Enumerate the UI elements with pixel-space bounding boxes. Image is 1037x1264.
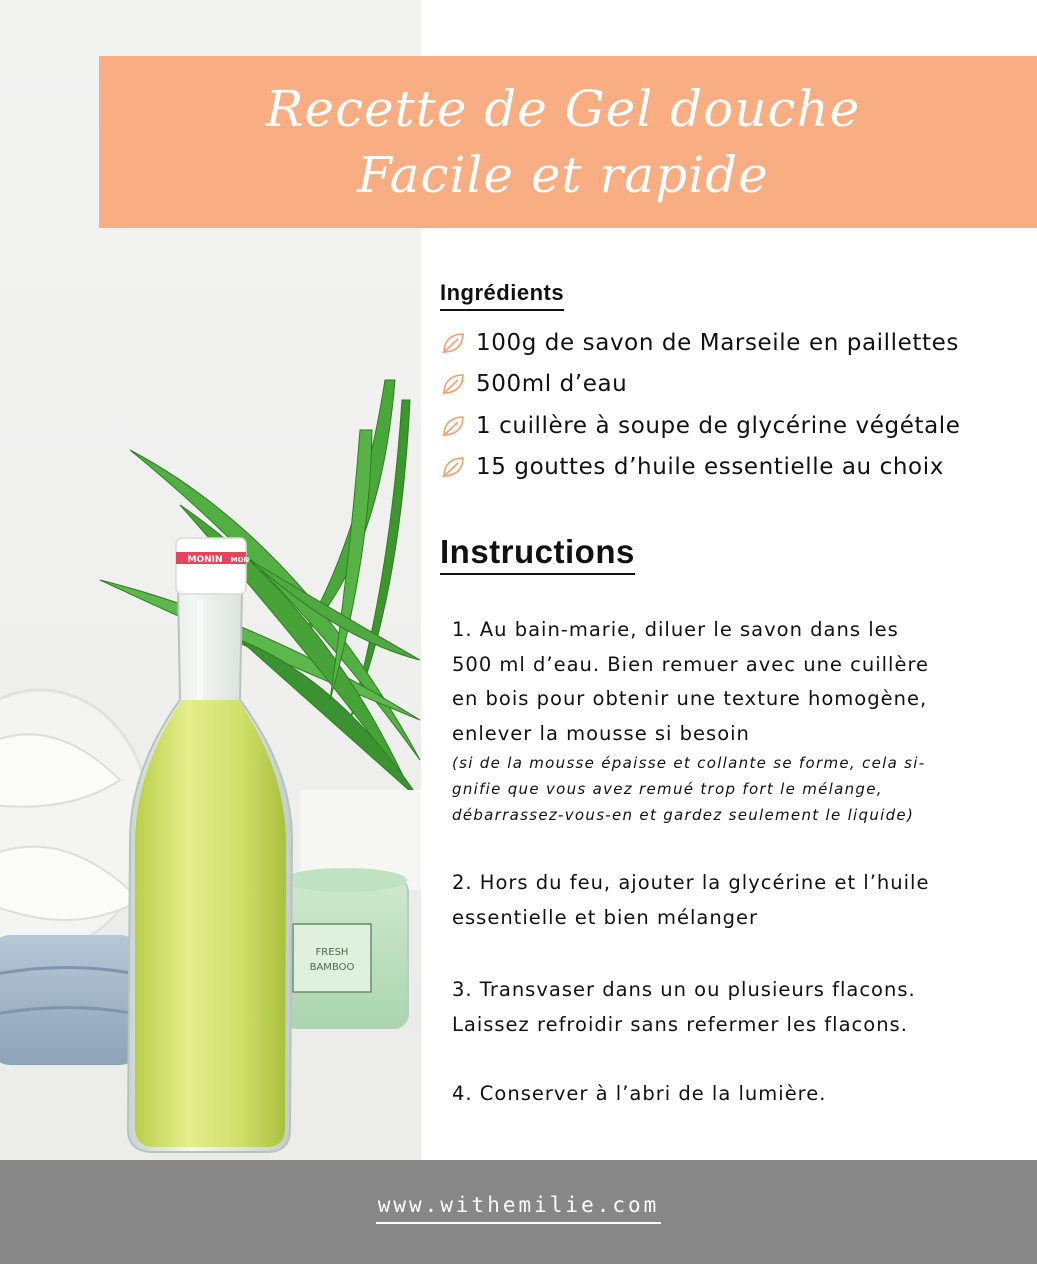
ingredient-text: 1 cuillère à soupe de glycérine végétale bbox=[476, 412, 961, 439]
step-line: essentielle et bien mélanger bbox=[452, 905, 759, 929]
step-line: Laissez refroidir sans refermer les flacons. bbox=[452, 1012, 908, 1036]
ingredient-item bbox=[440, 364, 961, 406]
leaf-icon bbox=[440, 413, 466, 439]
title-line-2: Facile et rapide bbox=[357, 146, 769, 204]
instructions-heading: Instructions bbox=[440, 533, 635, 575]
step-line: enlever la mousse si besoin bbox=[452, 721, 750, 745]
step-line: 3. Transvaser dans un ou plusieurs flacons. bbox=[452, 978, 916, 1001]
instruction-step-3 bbox=[452, 973, 1012, 1042]
ingredient-item bbox=[440, 322, 961, 364]
ingredient-item bbox=[440, 447, 961, 489]
note-line: gnifie que vous avez remué trop fort le mélange, bbox=[452, 780, 883, 798]
step-line: 500 ml d’eau. Bien remuer avec une cuillère bbox=[452, 652, 930, 676]
website-link[interactable]: www.withemilie.com bbox=[376, 1193, 662, 1224]
instruction-note bbox=[452, 750, 1012, 828]
ingredients-heading: Ingrédients bbox=[440, 280, 564, 311]
note-line: (si de la mousse épaisse et collante se forme, cela si- bbox=[452, 754, 926, 772]
towel-illustration bbox=[0, 935, 140, 1065]
cap-label: MONIN bbox=[187, 555, 223, 565]
ingredient-text: 500ml d’eau bbox=[476, 371, 628, 398]
mesh-sponge-illustration bbox=[0, 690, 150, 950]
leaf-icon bbox=[440, 371, 466, 397]
footer-bar bbox=[0, 1160, 1037, 1264]
cap-label-2: MON bbox=[230, 556, 250, 564]
instruction-step-4 bbox=[452, 1077, 1012, 1112]
leaf-icon bbox=[440, 454, 466, 480]
bottle-illustration bbox=[128, 538, 292, 1152]
candle-illustration bbox=[283, 868, 408, 1028]
ingredients-list bbox=[440, 322, 961, 488]
title-line-1: Recette de Gel douche bbox=[265, 80, 861, 138]
step-line: 2. Hors du feu, ajouter la glycérine et l’huile bbox=[452, 871, 930, 894]
ingredient-item bbox=[440, 405, 961, 447]
ingredient-text: 100g de savon de Marseile en paillettes bbox=[476, 329, 959, 356]
leaf-icon bbox=[440, 330, 466, 356]
candle-label-bamboo: BAMBOO bbox=[309, 962, 355, 973]
instruction-step-2 bbox=[452, 866, 1012, 935]
title-banner bbox=[99, 56, 1037, 228]
step-line: 4. Conserver à l’abri de la lumière. bbox=[452, 1082, 827, 1105]
instruction-step-1 bbox=[452, 613, 1012, 751]
note-line: débarrassez-vous-en et gardez seulement le liquide) bbox=[452, 806, 915, 824]
candle-label-fresh: FRESH bbox=[315, 947, 349, 958]
ingredient-text: 15 gouttes d’huile essentielle au choix bbox=[476, 454, 944, 481]
step-line: en bois pour obtenir une texture homogène, bbox=[452, 687, 928, 710]
step-line: 1. Au bain-marie, diluer le savon dans les bbox=[452, 618, 899, 641]
